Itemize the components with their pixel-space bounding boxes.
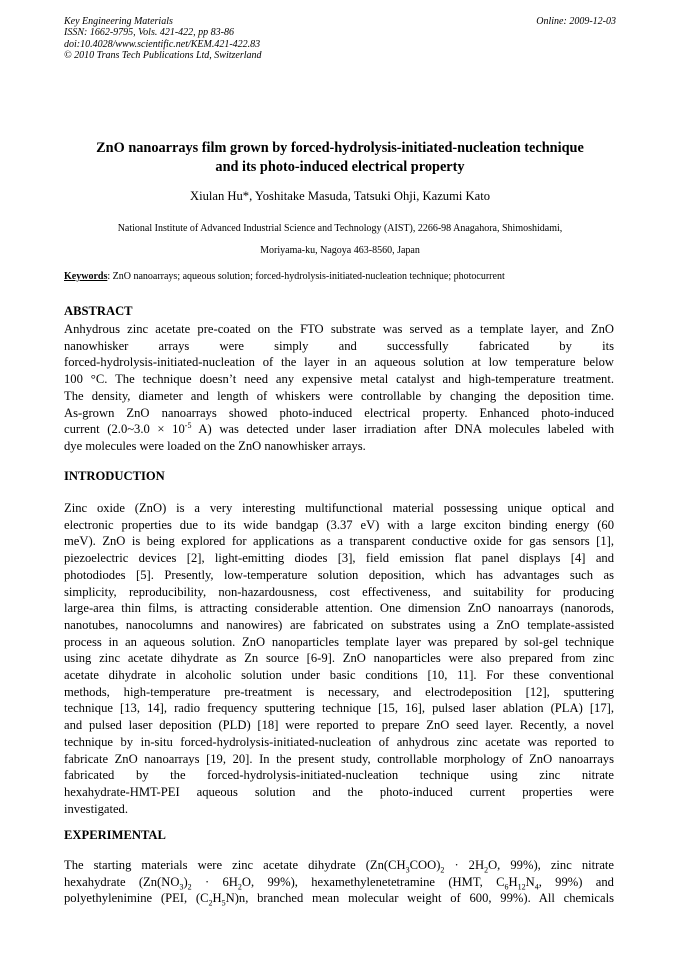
text-line: forced-hydrolysis-initiated-nucleation of the layer in an aqueous solution at low temperature below: [64, 355, 614, 370]
text-line: investigated.: [64, 801, 129, 816]
text-line: As-grown ZnO nanoarrays showed photo-induced electrical property. Enhanced photo-induced: [64, 405, 614, 420]
text-line: Anhydrous zinc acetate pre-coated on the FTO substrate was served as a template layer, and ZnO: [64, 322, 614, 336]
text-line: The density, diameter and length of whiskers were controllable by changing the deposition time.: [64, 388, 614, 403]
online-date: Online: 2009-12-03: [536, 16, 616, 27]
issn-line: ISSN: 1662-9795, Vols. 421-422, pp 83-86: [64, 27, 234, 39]
text-line: meV). ZnO is being explored for applications as a transparent conductive oxide for gas sensors [1],: [64, 534, 614, 549]
text-line: acetate dihydrate in alcoholic solution under basic conditions [10, 11]. For these conventional: [64, 668, 614, 683]
text-line: technique [13, 14], radio frequency sputtering technique [15, 16], pulsed laser ablation (PLA) [17],: [64, 701, 614, 716]
text-line: process in an aqueous solution. ZnO nanoparticles template layer was prepared by sol-gel technique: [64, 634, 614, 649]
abstract-heading: ABSTRACT: [64, 304, 133, 318]
affiliation-line: Moriyama-ku, Nagoya 463-8560, Japan: [260, 245, 420, 256]
journal-name: Key Engineering Materials: [64, 16, 173, 27]
title-line: and its photo-induced electrical property: [215, 159, 465, 175]
affiliation: [60, 218, 620, 262]
text-line: large-area thin films, is attracting considerable attention. One dimension ZnO nanoarrays (nanorods,: [64, 601, 614, 616]
abstract-body: [64, 321, 614, 455]
text-line: polyethylenimine (PEI, $(C_2H_5N)n$, branched mean molecular weight of 600, 99%). All chemicals: [64, 891, 614, 908]
text-line: nanotubes, nanocolumns and nanowires) are fabricated on substrates using a ZnO template-assisted: [64, 617, 614, 632]
text-line: hexahydrate-HMT-PEI aqueous solution and the photo-induced current properties were: [64, 784, 614, 799]
introduction-body: [64, 500, 614, 817]
experimental-heading: EXPERIMENTAL: [64, 828, 166, 842]
text-line: using zinc acetate dihydrate as Zn source [6-9]. ZnO nanoparticles were also prepared from zinc: [64, 651, 614, 666]
copyright-line: © 2010 Trans Tech Publications Ltd, Switzerland: [64, 50, 262, 62]
affiliation-line: National Institute of Advanced Industrial Science and Technology (AIST), 2266-98 Anagahora, Shimoshidami,: [117, 223, 563, 234]
text-line: nanowhisker arrays were simply and successfully fabricated by its: [64, 338, 614, 353]
introduction-heading: INTRODUCTION: [64, 469, 165, 483]
text-line-current: current (2.0~3.0 × $10^{-5}$ A) was detected under laser irradiation after DNA molecules labeled with: [64, 421, 614, 437]
text-line: hexahydrate ($Zn(NO_3)_2 \cdot 6H_2O$, 99%), hexamethylenetetramine (HMT, $C_6H_{12}N_4$, 99%) and: [64, 874, 614, 892]
text-line: dye molecules were loaded on the ZnO nanowhisker arrays.: [64, 438, 366, 453]
text-line: The starting materials were zinc acetate dihydrate ($Zn(CH_3COO)_2 \cdot 2H_2O$, 99%), zinc nitrate: [64, 858, 615, 875]
text-line: fabricate ZnO nanoarrays [19, 20]. In the present study, controllable morphology of ZnO nanoarrays: [64, 751, 614, 766]
text-line: piezoelectric devices [2], light-emitting diodes [3], field emission flat panel displays [4] and: [64, 551, 614, 566]
text-line: simplicity, reproducibility, non-hazardousness, cost effectiveness, and suitability for producing: [64, 584, 614, 599]
text-line: photodiodes [5]. Presently, low-temperature solution deposition, which has advantages such as: [64, 567, 614, 582]
text-line: electronic properties due to its wide bandgap (3.37 eV) with a large exciton binding energy (60: [64, 517, 614, 532]
text-line: 100 °C. The technique doesn’t need any expensive metal catalyst and high-temperature treatment.: [64, 372, 614, 387]
title-line: ZnO nanoarrays film grown by forced-hydrolysis-initiated-nucleation technique: [96, 140, 584, 156]
author-list: Xiulan Hu*, Yoshitake Masuda, Tatsuki Ohji, Kazumi Kato: [189, 189, 491, 203]
text-line: Zinc oxide (ZnO) is a very interesting multifunctional material possessing unique optical and: [64, 501, 614, 515]
experimental-body: [64, 857, 614, 907]
keywords: [64, 271, 624, 282]
text-line: fabricated by the forced-hydrolysis-initiated-nucleation technique using zinc nitrate: [64, 768, 614, 783]
journal-header: [64, 16, 616, 62]
text-line: and pulsed laser deposition (PLD) [18] were reported to prepare ZnO seed layer. Recently, a novel: [64, 718, 614, 733]
paper-title: [60, 139, 620, 177]
text-line: technique by in-situ forced-hydrolysis-initiated-nucleation of anhydrous zinc acetate was reported to: [64, 734, 614, 749]
keywords-text: : ZnO nanoarrays; aqueous solution; forced-hydrolysis-initiated-nucleation technique; photocurrent: [107, 271, 505, 282]
keywords-label: Keywords: [64, 271, 108, 282]
doi-line[interactable]: doi:10.4028/www.scientific.net/KEM.421-422.83: [64, 38, 261, 50]
text-line: methods, high-temperature pre-treatment is necessary, and electrodeposition [12], sputtering: [64, 684, 614, 699]
